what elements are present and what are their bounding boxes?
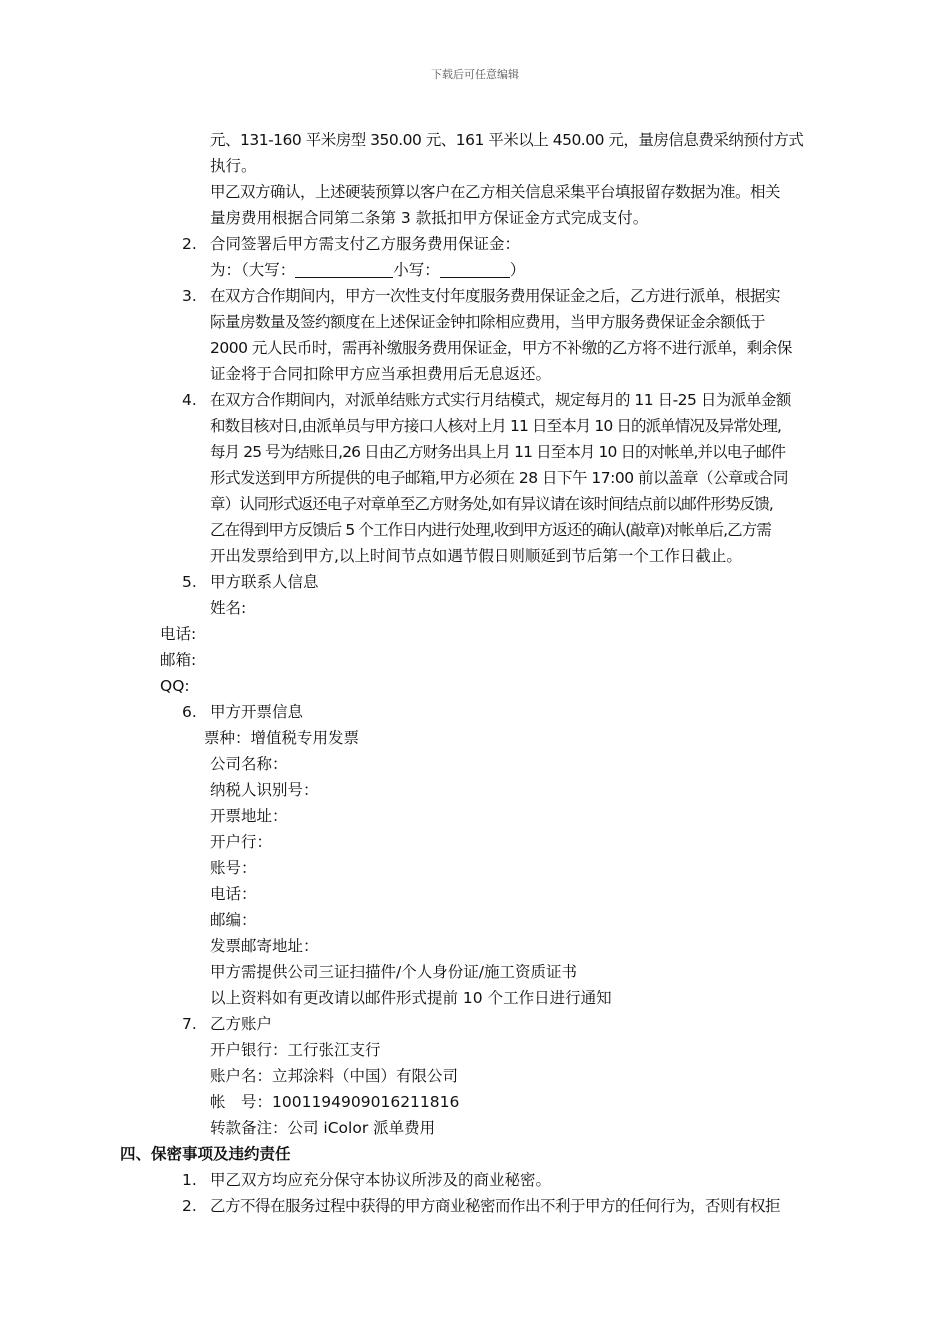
item-4-line-2: 和数目核对日,由派单员与甲方接口人核对上月 11 日至本月 10 日的派单情况及异常处理, bbox=[210, 417, 782, 435]
account-name: 账户名：立邦涂料（中国）有限公司 bbox=[210, 1067, 459, 1085]
invoice-required-docs: 甲方需提供公司三证扫描件/个人身份证/施工资质证书 bbox=[210, 963, 577, 981]
section-4-item-1-number: 1. bbox=[182, 1171, 197, 1189]
invoice-mail-address-label: 发票邮寄地址： bbox=[210, 937, 319, 955]
item-5-number: 5. bbox=[182, 573, 197, 591]
deposit-lowercase-blank[interactable] bbox=[440, 259, 510, 278]
cont-line-4: 量房费用根据合同第二条第 3 款抵扣甲方保证金方式完成支付。 bbox=[210, 209, 649, 227]
item-4-line-4: 形式发送到甲方所提供的电子邮箱,甲方必须在 28 日下午 17:00 前以盖章（公章或合同 bbox=[210, 469, 789, 487]
item-4-number: 4. bbox=[182, 391, 197, 409]
item-4-line-3: 每月 25 号为结账日,26 日由乙方财务出具上月 11 日至本月 10 日的对帐单,并以电子邮件 bbox=[210, 443, 786, 461]
contact-name-label: 姓名: bbox=[210, 599, 247, 617]
invoice-type: 票种：增值税专用发票 bbox=[204, 729, 360, 747]
invoice-zip-label: 邮编： bbox=[210, 911, 257, 929]
cont-line-1: 元、131-160 平米房型 350.00 元、161 平米以上 450.00 元，量房信息费采纳预付方式 bbox=[210, 131, 804, 149]
item-6-title: 甲方开票信息 bbox=[210, 703, 304, 721]
invoice-taxid-label: 纳税人识别号： bbox=[210, 781, 319, 799]
account-bank: 开户银行：工行张江支行 bbox=[210, 1041, 381, 1059]
item-6-number: 6. bbox=[182, 703, 197, 721]
item-4-line-7: 开出发票给到甲方,以上时间节点如遇节假日则顺延到节后第一个工作日截止。 bbox=[210, 547, 742, 565]
deposit-lowercase-label: 小写： bbox=[393, 261, 440, 279]
item-3-line-2: 际量房数量及签约额度在上述保证金钟扣除相应费用，当甲方服务费保证金余额低于 bbox=[210, 313, 766, 331]
contact-email-label: 邮箱: bbox=[160, 651, 197, 669]
deposit-suffix: ） bbox=[509, 261, 526, 279]
item-4-line-1: 在双方合作期间内，对派单结账方式实行月结模式，规定每月的 11 日-25 日为派单金额 bbox=[210, 391, 791, 409]
cont-line-3: 甲乙双方确认，上述硬装预算以客户在乙方相关信息采集平台填报留存数据为准。相关 bbox=[210, 183, 781, 201]
item-7-title: 乙方账户 bbox=[210, 1015, 273, 1033]
item-2-number: 2. bbox=[182, 235, 197, 253]
section-4-item-1: 甲乙双方均应充分保守本协议所涉及的商业秘密。 bbox=[210, 1171, 552, 1189]
section-4-heading: 四、保密事项及违约责任 bbox=[120, 1145, 291, 1163]
item-3-line-3: 2000 元人民币时，需再补缴服务费用保证金，甲方不补缴的乙方将不进行派单，剩余保 bbox=[210, 339, 792, 357]
item-3-line-1: 在双方合作期间内，甲方一次性支付年度服务费用保证金之后，乙方进行派单，根据实 bbox=[210, 287, 781, 305]
section-4-item-2-number: 2. bbox=[182, 1197, 197, 1215]
invoice-bank-label: 开户行： bbox=[210, 833, 273, 851]
cont-line-2: 执行。 bbox=[210, 157, 257, 175]
invoice-phone-label: 电话： bbox=[210, 885, 257, 903]
contact-qq-label: QQ: bbox=[160, 677, 190, 695]
item-2-line-1: 合同签署后甲方需支付乙方服务费用保证金： bbox=[210, 235, 521, 253]
item-3-number: 3. bbox=[182, 287, 197, 305]
item-4-line-5: 章）认同形式返还电子对章单至乙方财务处,如有异议请在该时间结点前以邮件形势反馈, bbox=[210, 495, 773, 513]
item-5-title: 甲方联系人信息 bbox=[210, 573, 319, 591]
invoice-company-label: 公司名称： bbox=[210, 755, 288, 773]
transfer-remark: 转款备注：公司 iColor 派单费用 bbox=[210, 1119, 436, 1137]
account-number: 帐 号：1001194909016211816 bbox=[210, 1093, 460, 1111]
deposit-prefix: 为：（大写： bbox=[210, 261, 296, 279]
contact-phone-label: 电话: bbox=[160, 625, 197, 643]
invoice-account-label: 账号： bbox=[210, 859, 257, 877]
watermark-header: 下载后可任意编辑 bbox=[431, 68, 519, 81]
item-3-line-4: 证金将于合同扣除甲方应当承担费用后无息返还。 bbox=[210, 365, 552, 383]
section-4-item-2: 乙方不得在服务过程中获得的甲方商业秘密而作出不利于甲方的任何行为，否则有权拒 bbox=[210, 1197, 781, 1215]
item-7-number: 7. bbox=[182, 1015, 197, 1033]
deposit-uppercase-blank[interactable] bbox=[295, 259, 393, 278]
item-4-line-6: 乙在得到甲方反馈后 5 个工作日内进行处理,收到甲方返还的确认(敲章)对帐单后,乙方需 bbox=[210, 521, 771, 539]
item-2-line-2 bbox=[210, 257, 525, 283]
invoice-change-notice: 以上资料如有更改请以邮件形式提前 10 个工作日进行通知 bbox=[210, 989, 612, 1007]
invoice-address-label: 开票地址： bbox=[210, 807, 288, 825]
